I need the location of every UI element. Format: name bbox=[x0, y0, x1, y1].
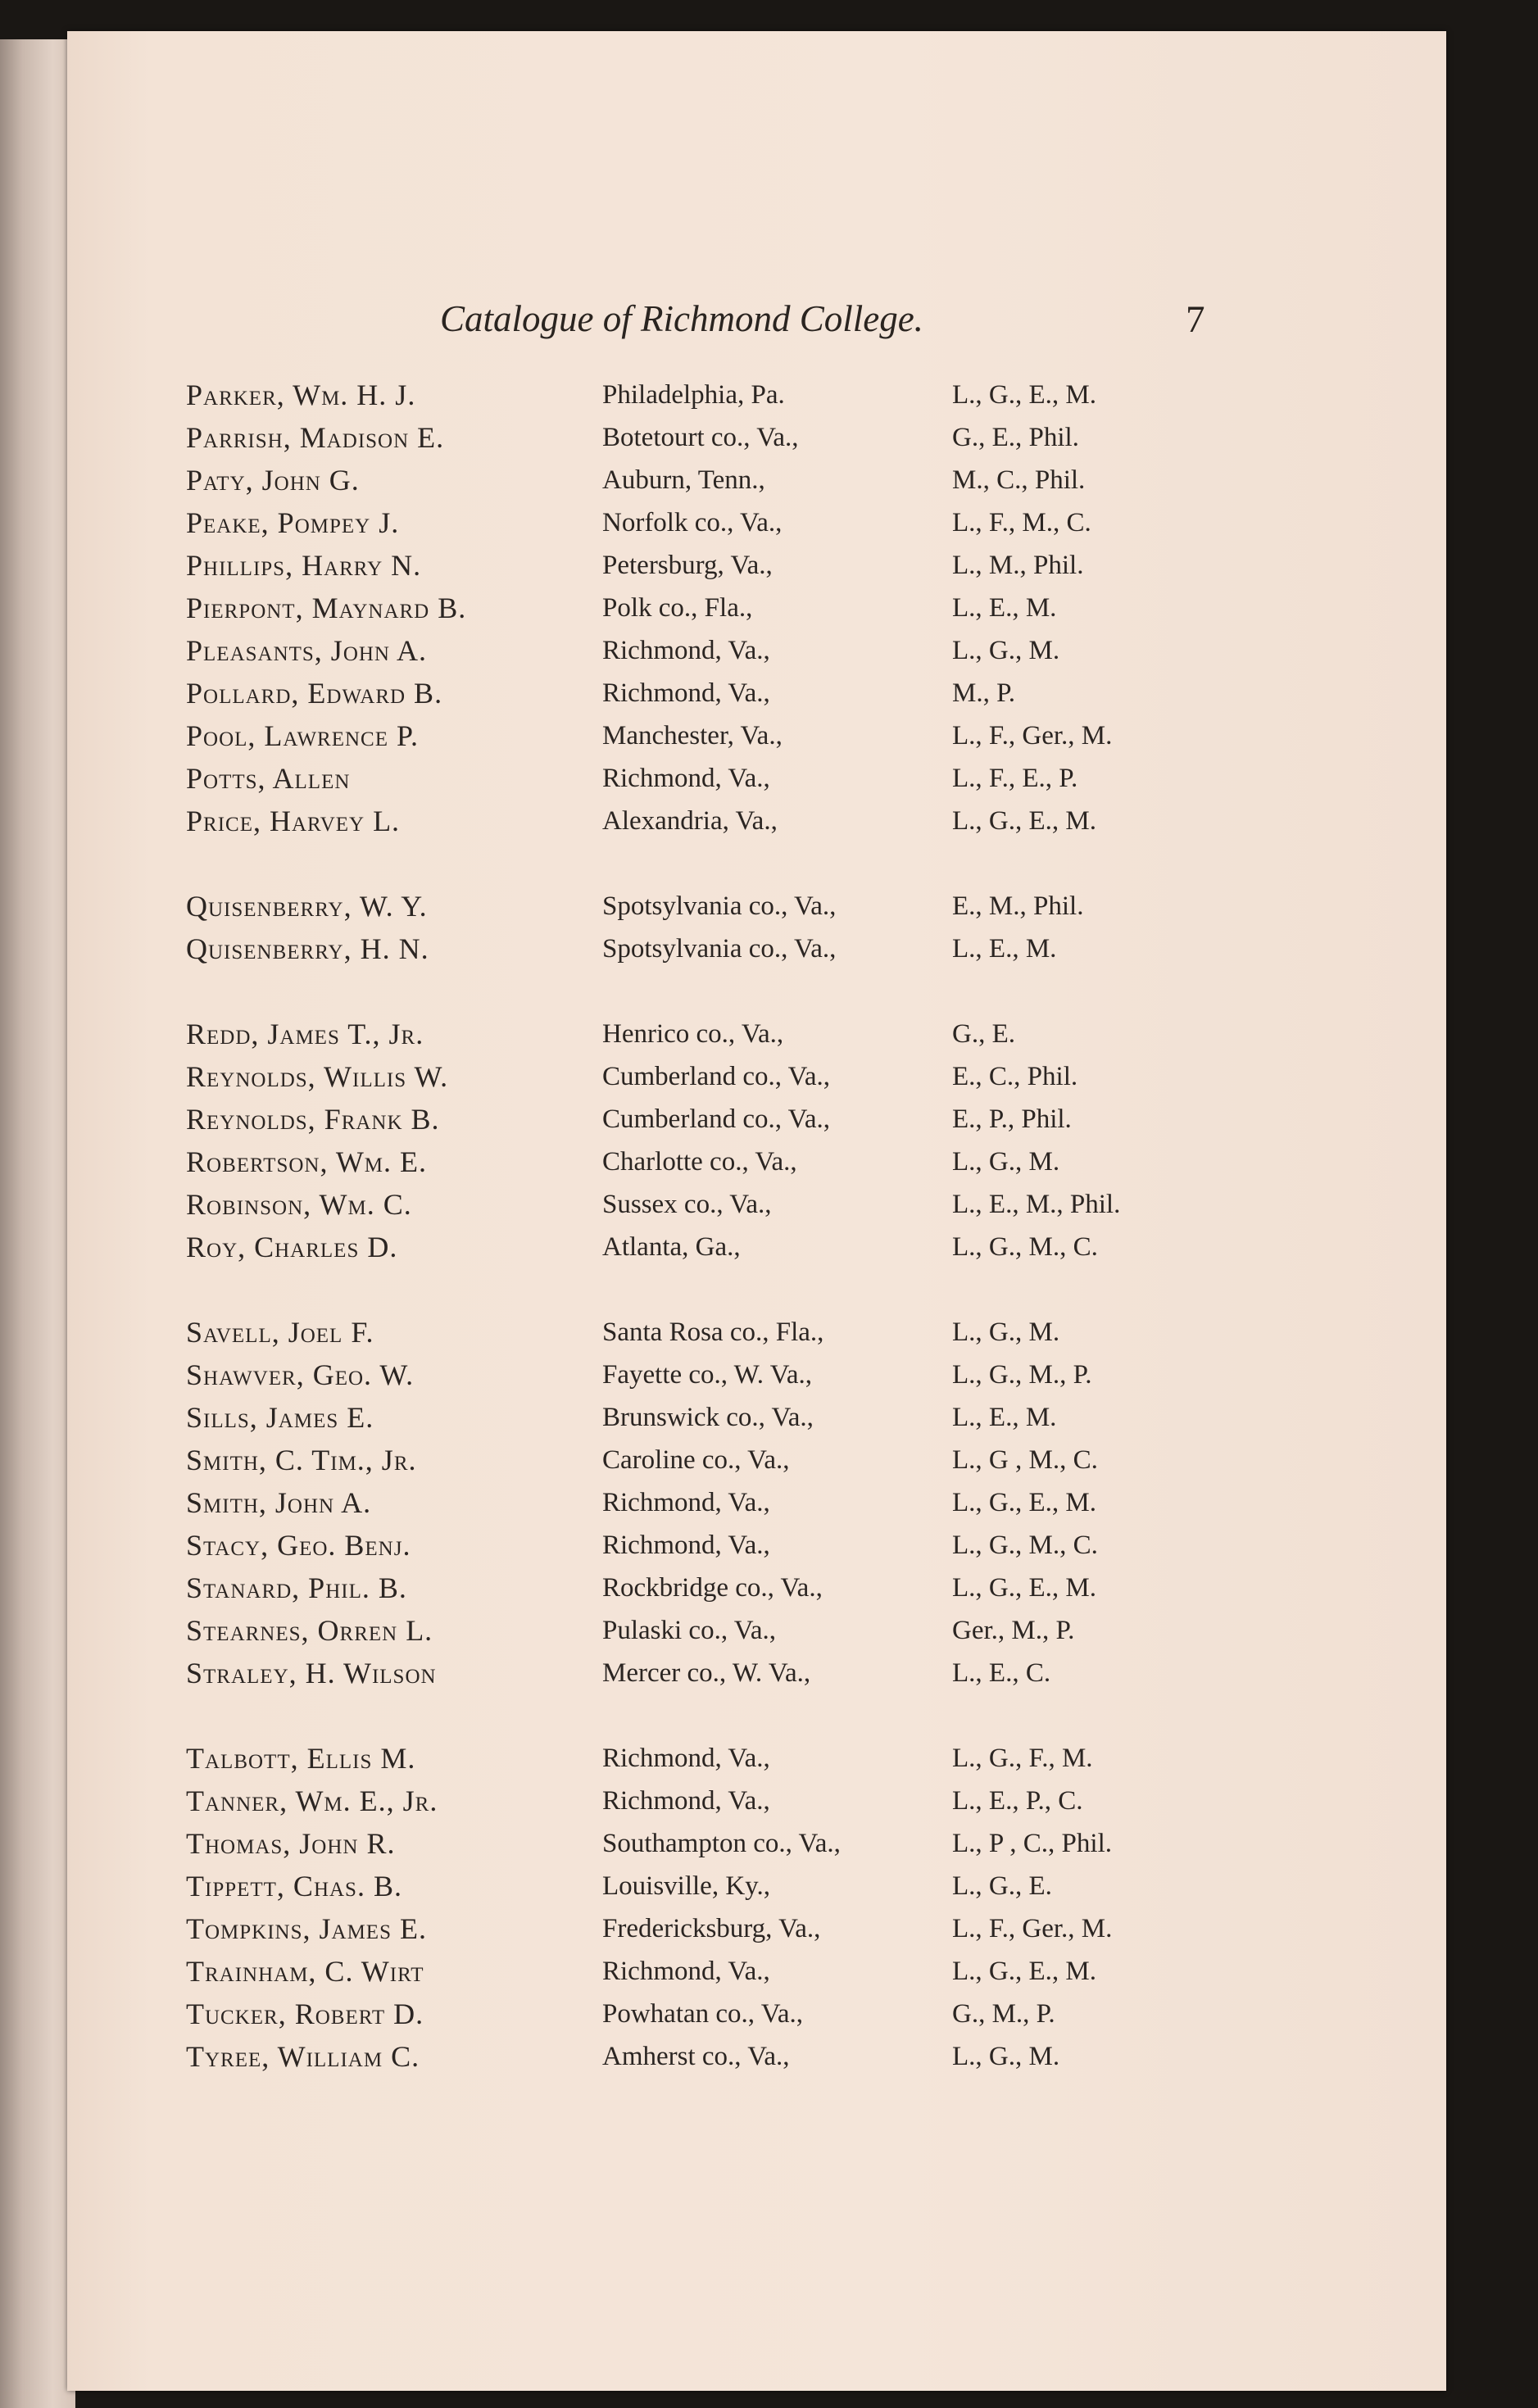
student-courses: L., G., M., P. bbox=[952, 1360, 1092, 1390]
student-row bbox=[186, 587, 1276, 629]
student-courses: L., E., M. bbox=[952, 934, 1057, 964]
student-name: Smith, C. Tim., Jr. bbox=[186, 1444, 417, 1476]
roster-letter-group bbox=[186, 374, 1276, 842]
student-name: Redd, James T., Jr. bbox=[186, 1018, 424, 1050]
student-hometown: Spotsylvania co., Va., bbox=[602, 934, 837, 964]
student-name: Price, Harvey L. bbox=[186, 805, 401, 837]
student-row bbox=[186, 672, 1276, 714]
student-hometown: Mercer co., W. Va., bbox=[602, 1658, 811, 1688]
student-name: Pool, Lawrence P. bbox=[186, 719, 420, 752]
student-row bbox=[186, 1652, 1276, 1694]
student-hometown: Pulaski co., Va., bbox=[602, 1616, 777, 1645]
student-courses: L., G., M. bbox=[952, 1147, 1060, 1177]
student-name: Shawver, Geo. W. bbox=[186, 1358, 415, 1391]
student-name: Pleasants, John A. bbox=[186, 634, 427, 667]
student-hometown: Richmond, Va., bbox=[602, 1786, 770, 1816]
student-hometown: Rockbridge co., Va., bbox=[602, 1573, 823, 1603]
student-courses: L., G., E., M. bbox=[952, 1573, 1096, 1603]
student-hometown: Manchester, Va., bbox=[602, 721, 783, 751]
student-name: Quisenberry, W. Y. bbox=[186, 890, 428, 923]
student-row bbox=[186, 1993, 1276, 2035]
student-row bbox=[186, 927, 1276, 970]
student-hometown: Botetourt co., Va., bbox=[602, 423, 799, 452]
student-hometown: Brunswick co., Va., bbox=[602, 1403, 814, 1432]
student-row bbox=[186, 1865, 1276, 1907]
student-name: Tanner, Wm. E., Jr. bbox=[186, 1784, 438, 1817]
student-row bbox=[186, 1567, 1276, 1609]
student-hometown: Richmond, Va., bbox=[602, 1531, 770, 1560]
student-row bbox=[186, 1737, 1276, 1780]
student-row bbox=[186, 416, 1276, 459]
student-courses: E., C., Phil. bbox=[952, 1062, 1078, 1091]
student-name: Stanard, Phil. B. bbox=[186, 1571, 407, 1604]
student-courses: E., P., Phil. bbox=[952, 1104, 1072, 1134]
student-row bbox=[186, 459, 1276, 501]
student-courses: L., M., Phil. bbox=[952, 551, 1084, 580]
student-row bbox=[186, 1780, 1276, 1822]
student-row bbox=[186, 1822, 1276, 1865]
student-courses: G., E., Phil. bbox=[952, 423, 1079, 452]
student-name: Roy, Charles D. bbox=[186, 1231, 398, 1263]
student-name: Quisenberry, H. N. bbox=[186, 932, 429, 965]
student-courses: L., G., E. bbox=[952, 1871, 1052, 1901]
student-name: Parrish, Madison E. bbox=[186, 421, 445, 454]
student-row bbox=[186, 1226, 1276, 1268]
student-courses: G., M., P. bbox=[952, 1999, 1055, 2029]
student-name: Straley, H. Wilson bbox=[186, 1657, 437, 1689]
student-courses: L., E., C. bbox=[952, 1658, 1051, 1688]
student-row bbox=[186, 1524, 1276, 1567]
student-name: Robinson, Wm. C. bbox=[186, 1188, 412, 1221]
student-courses: L., P , C., Phil. bbox=[952, 1829, 1112, 1858]
student-hometown: Caroline co., Va., bbox=[602, 1445, 790, 1475]
student-name: Robertson, Wm. E. bbox=[186, 1145, 428, 1178]
student-hometown: Louisville, Ky., bbox=[602, 1871, 771, 1901]
student-courses: M., P. bbox=[952, 678, 1016, 708]
student-row bbox=[186, 1098, 1276, 1141]
student-hometown: Auburn, Tenn., bbox=[602, 465, 765, 495]
student-row bbox=[186, 1396, 1276, 1439]
student-courses: L., G., M., C. bbox=[952, 1531, 1098, 1560]
student-hometown: Polk co., Fla., bbox=[602, 593, 753, 623]
student-courses: L., G., F., M. bbox=[952, 1744, 1093, 1773]
student-name: Potts, Allen bbox=[186, 762, 351, 795]
page-header bbox=[67, 297, 1446, 347]
student-courses: L., G., M. bbox=[952, 1317, 1060, 1347]
student-courses: L., E., M. bbox=[952, 1403, 1057, 1432]
catalogue-page bbox=[67, 31, 1446, 2391]
student-row bbox=[186, 1055, 1276, 1098]
student-name: Parker, Wm. H. J. bbox=[186, 379, 416, 411]
student-courses: L., G., E., M. bbox=[952, 806, 1096, 836]
student-hometown: Richmond, Va., bbox=[602, 678, 770, 708]
student-roster bbox=[186, 374, 1276, 2120]
student-hometown: Richmond, Va., bbox=[602, 1957, 770, 1986]
student-courses: L., G., M. bbox=[952, 636, 1060, 665]
student-row bbox=[186, 544, 1276, 587]
roster-letter-group bbox=[186, 1737, 1276, 2078]
student-courses: G., E. bbox=[952, 1019, 1015, 1049]
student-courses: L., G., M. bbox=[952, 2042, 1060, 2071]
student-hometown: Petersburg, Va., bbox=[602, 551, 773, 580]
student-hometown: Fredericksburg, Va., bbox=[602, 1914, 821, 1943]
student-courses: M., C., Phil. bbox=[952, 465, 1086, 495]
student-name: Peake, Pompey J. bbox=[186, 506, 400, 539]
student-name: Pierpont, Maynard B. bbox=[186, 592, 467, 624]
roster-letter-group bbox=[186, 885, 1276, 970]
student-row bbox=[186, 1481, 1276, 1524]
student-hometown: Alexandria, Va., bbox=[602, 806, 778, 836]
student-hometown: Amherst co., Va., bbox=[602, 2042, 790, 2071]
student-row bbox=[186, 1141, 1276, 1183]
student-courses: L., F., Ger., M. bbox=[952, 1914, 1113, 1943]
student-row bbox=[186, 800, 1276, 842]
student-courses: E., M., Phil. bbox=[952, 891, 1084, 921]
student-hometown: Santa Rosa co., Fla., bbox=[602, 1317, 824, 1347]
student-hometown: Norfolk co., Va., bbox=[602, 508, 783, 537]
roster-letter-group bbox=[186, 1311, 1276, 1694]
page-number: 7 bbox=[1186, 298, 1205, 341]
student-courses: L., G., E., M. bbox=[952, 380, 1096, 410]
student-courses: Ger., M., P. bbox=[952, 1616, 1075, 1645]
student-name: Tippett, Chas. B. bbox=[186, 1870, 402, 1902]
student-hometown: Philadelphia, Pa. bbox=[602, 380, 785, 410]
book-spine-edge bbox=[0, 39, 75, 2408]
student-row bbox=[186, 1354, 1276, 1396]
student-hometown: Charlotte co., Va., bbox=[602, 1147, 797, 1177]
student-hometown: Richmond, Va., bbox=[602, 636, 770, 665]
student-hometown: Henrico co., Va., bbox=[602, 1019, 784, 1049]
student-row bbox=[186, 501, 1276, 544]
student-courses: L., G., M., C. bbox=[952, 1232, 1098, 1262]
student-courses: L., G., E., M. bbox=[952, 1957, 1096, 1986]
student-row bbox=[186, 714, 1276, 757]
student-hometown: Richmond, Va., bbox=[602, 1744, 770, 1773]
student-hometown: Richmond, Va., bbox=[602, 1488, 770, 1517]
student-row bbox=[186, 374, 1276, 416]
student-name: Tucker, Robert D. bbox=[186, 1998, 424, 2030]
student-hometown: Southampton co., Va., bbox=[602, 1829, 841, 1858]
student-hometown: Richmond, Va., bbox=[602, 764, 770, 793]
student-row bbox=[186, 1183, 1276, 1226]
student-name: Stacy, Geo. Benj. bbox=[186, 1529, 411, 1562]
student-name: Smith, John A. bbox=[186, 1486, 372, 1519]
student-hometown: Cumberland co., Va., bbox=[602, 1104, 831, 1134]
student-courses: L., F., M., C. bbox=[952, 508, 1091, 537]
student-hometown: Fayette co., W. Va., bbox=[602, 1360, 813, 1390]
student-courses: L., E., M., Phil. bbox=[952, 1190, 1121, 1219]
student-row bbox=[186, 629, 1276, 672]
student-name: Paty, John G. bbox=[186, 464, 360, 497]
student-hometown: Spotsylvania co., Va., bbox=[602, 891, 837, 921]
student-name: Sills, James E. bbox=[186, 1401, 374, 1434]
student-courses: L., G , M., C. bbox=[952, 1445, 1098, 1475]
student-hometown: Cumberland co., Va., bbox=[602, 1062, 831, 1091]
student-row bbox=[186, 1311, 1276, 1354]
roster-letter-group bbox=[186, 1013, 1276, 1268]
student-hometown: Powhatan co., Va., bbox=[602, 1999, 804, 2029]
student-name: Savell, Joel F. bbox=[186, 1316, 374, 1349]
student-hometown: Sussex co., Va., bbox=[602, 1190, 772, 1219]
student-name: Tyree, William C. bbox=[186, 2040, 420, 2073]
student-row bbox=[186, 1907, 1276, 1950]
running-title: Catalogue of Richmond College. bbox=[440, 298, 923, 339]
student-courses: L., E., M. bbox=[952, 593, 1057, 623]
student-name: Reynolds, Frank B. bbox=[186, 1103, 440, 1136]
student-row bbox=[186, 1439, 1276, 1481]
student-row bbox=[186, 1950, 1276, 1993]
student-name: Talbott, Ellis M. bbox=[186, 1742, 416, 1775]
student-name: Phillips, Harry N. bbox=[186, 549, 422, 582]
student-name: Reynolds, Willis W. bbox=[186, 1060, 449, 1093]
student-courses: L., G., E., M. bbox=[952, 1488, 1096, 1517]
student-name: Trainham, C. Wirt bbox=[186, 1955, 424, 1988]
student-name: Thomas, John R. bbox=[186, 1827, 396, 1860]
student-courses: L., E., P., C. bbox=[952, 1786, 1083, 1816]
student-name: Pollard, Edward B. bbox=[186, 677, 443, 710]
student-name: Tompkins, James E. bbox=[186, 1912, 427, 1945]
student-row bbox=[186, 757, 1276, 800]
student-name: Stearnes, Orren L. bbox=[186, 1614, 433, 1647]
student-row bbox=[186, 1013, 1276, 1055]
student-courses: L., F., Ger., M. bbox=[952, 721, 1113, 751]
student-hometown: Atlanta, Ga., bbox=[602, 1232, 741, 1262]
student-row bbox=[186, 2035, 1276, 2078]
student-row bbox=[186, 885, 1276, 927]
student-row bbox=[186, 1609, 1276, 1652]
student-courses: L., F., E., P. bbox=[952, 764, 1078, 793]
